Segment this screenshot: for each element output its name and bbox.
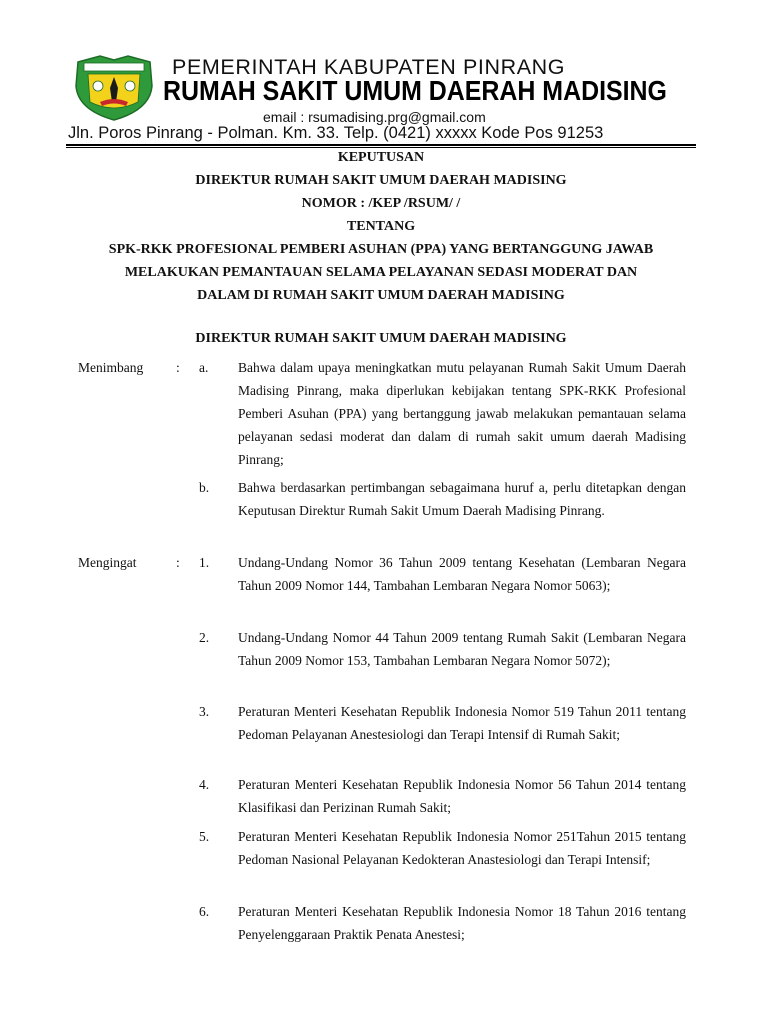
mengingat-item-1: Undang-Undang Nomor 36 Tahun 2009 tentang Kesehatan (Lembaran Negara Tahun 2009 Nomor 144, Tambahan Lembaran Negara Nomor 5063); [238, 555, 686, 593]
letterhead-regency: PEMERINTAH KABUPATEN PINRANG [172, 55, 566, 79]
mengingat-colon: : [176, 555, 180, 570]
about-label: TENTANG [346, 219, 416, 234]
mengingat-marker-1: 1. [199, 555, 210, 570]
letterhead-rule-thin [66, 147, 696, 148]
mengingat-marker-5: 5. [199, 829, 210, 844]
mengingat-marker-2: 2. [199, 630, 210, 645]
mengingat-item-5: Peraturan Menteri Kesehatan Republik Indonesia Nomor 251Tahun 2015 tentang Pedoman Nasional Pelayanan Kedokteran Anastesiologi dan Terapi Intensif; [238, 829, 686, 867]
subject-line-1: SPK-RKK PROFESIONAL PEMBERI ASUHAN (PPA) YANG BERTANGGUNG JAWAB [108, 242, 654, 257]
menimbang-marker-b: b. [199, 480, 210, 495]
letterhead-hospital: RUMAH SAKIT UMUM DAERAH MADISING [163, 75, 667, 106]
mengingat-item-3: Peraturan Menteri Kesehatan Republik Indonesia Nomor 519 Tahun 2011 tentang Pedoman Pelayanan Anestesiologi dan Terapi Intensif di Rumah Sakit; [238, 704, 686, 742]
menimbang-item-a: Bahwa dalam upaya meningkatkan mutu pelayanan Rumah Sakit Umum Daerah Madising Pinrang, maka diperlukan kebijakan tentang SPK-RKK Profesional Pemberi Asuhan (PPA) yang bertanggung jawab melakukan pemantauan selama pelayanan sedasi moderat dan dalam di rumah sakit umum daerah Madising Pinrang; [238, 360, 686, 467]
menimbang-colon: : [176, 360, 180, 375]
subject-line-2: MELAKUKAN PEMANTAUAN SELAMA PELAYANAN SEDASI MODERAT DAN [124, 265, 638, 280]
mengingat-item-6: Peraturan Menteri Kesehatan Republik Indonesia Nomor 18 Tahun 2016 tentang Penyelenggaraan Praktik Penata Anestesi; [238, 904, 686, 942]
mengingat-marker-3: 3. [199, 704, 210, 719]
doc-type: KEPUTUSAN [337, 150, 425, 165]
mengingat-marker-6: 6. [199, 904, 210, 919]
decree-number: NOMOR : /KEP /RSUM/ / [301, 196, 461, 211]
issuer: DIREKTUR RUMAH SAKIT UMUM DAERAH MADISING [195, 173, 567, 188]
mengingat-item-2: Undang-Undang Nomor 44 Tahun 2009 tentang Rumah Sakit (Lembaran Negara Tahun 2009 Nomor 153, Tambahan Lembaran Negara Nomor 5072); [238, 630, 686, 668]
menimbang-marker-a: a. [199, 360, 209, 375]
mengingat-label: Mengingat [78, 555, 137, 570]
mengingat-marker-4: 4. [199, 777, 210, 792]
menimbang-label: Menimbang [78, 360, 144, 375]
letterhead-address: Jln. Poros Pinrang - Polman. Km. 33. Telp. (0421) xxxxx Kode Pos 91253 [68, 124, 604, 142]
regency-logo [70, 52, 158, 122]
mengingat-item-4: Peraturan Menteri Kesehatan Republik Indonesia Nomor 56 Tahun 2014 tentang Klasifikasi dan Perizinan Rumah Sakit; [238, 777, 686, 815]
subject-line-3: DALAM DI RUMAH SAKIT UMUM DAERAH MADISING [197, 288, 565, 303]
menimbang-item-b: Bahwa berdasarkan pertimbangan sebagaimana huruf a, perlu ditetapkan dengan Keputusan Direktur Rumah Sakit Umum Daerah Madising Pinrang. [238, 480, 686, 518]
letterhead-rule-thick [66, 144, 696, 146]
director-heading: DIREKTUR RUMAH SAKIT UMUM DAERAH MADISING [195, 331, 567, 346]
letterhead-email: email : rsumadising.prg@gmail.com [263, 109, 486, 125]
